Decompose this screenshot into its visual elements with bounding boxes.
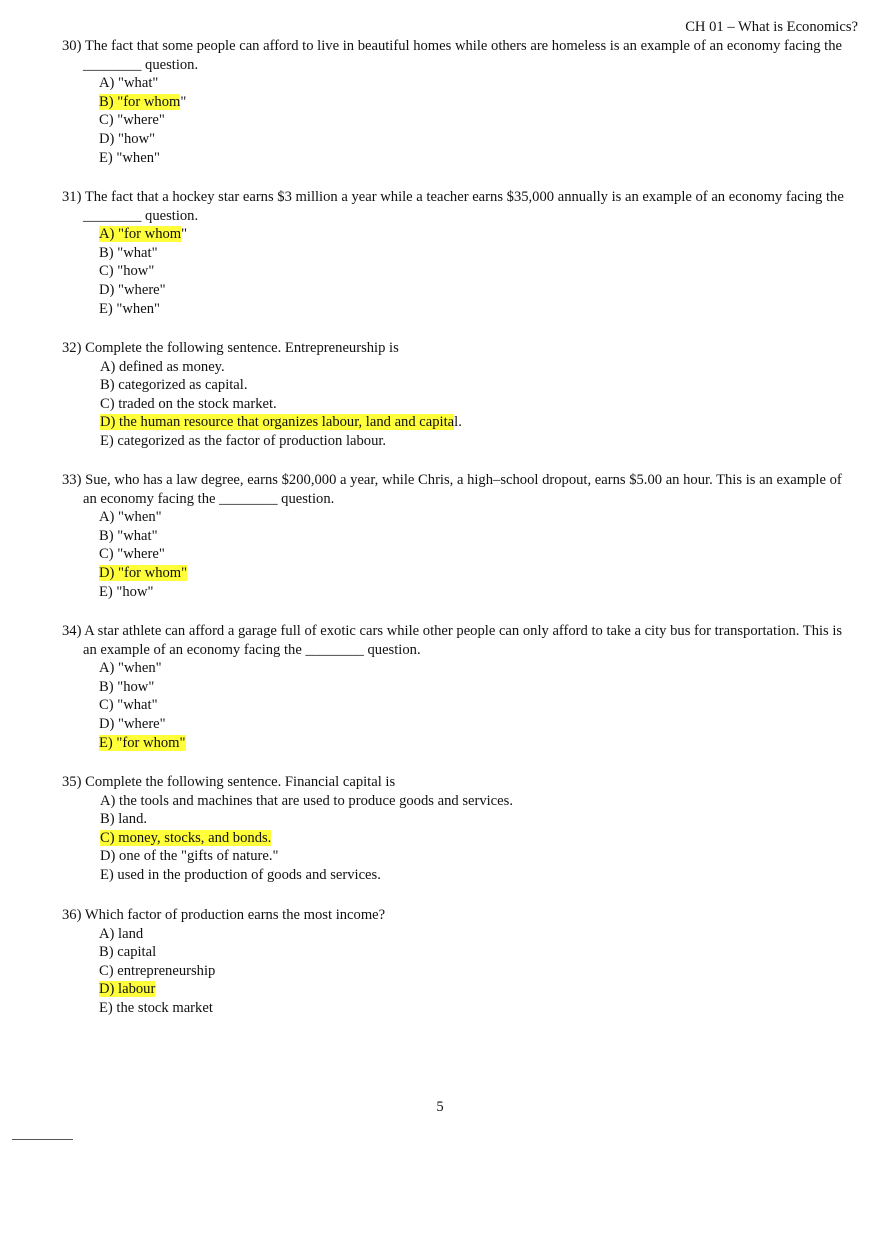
answer-option: A) the tools and machines that are used to produce goods and services. <box>100 792 513 809</box>
answer-option: E) the stock market <box>99 999 213 1016</box>
answer-option: D) "where" <box>99 715 166 732</box>
question-stem: 33) Sue, who has a law degree, earns $200,000 a year, while Chris, a high–school dropout, earns $5.00 an hour. This is an example of an economy facing the ________ question. <box>62 472 842 507</box>
answer-option: C) traded on the stock market. <box>100 395 277 412</box>
question-stem: 36) Which factor of production earns the most income? <box>62 907 386 923</box>
answer-options <box>62 358 852 451</box>
question-34 <box>62 622 852 752</box>
page-number: 5 <box>436 1099 444 1115</box>
answer-options <box>62 225 852 318</box>
answer-option: B) categorized as capital. <box>100 377 248 394</box>
answer-option-correct: D) the human resource that organizes labour, land and capital. <box>100 414 462 431</box>
answer-option: A) defined as money. <box>100 358 225 375</box>
running-header: CH 01 – What is Economics? <box>685 19 858 35</box>
answer-option: C) "where" <box>99 112 165 129</box>
answer-option-correct: B) "for whom" <box>99 93 187 110</box>
answer-option: C) "where" <box>99 546 165 563</box>
question-stem: 31) The fact that a hockey star earns $3 million a year while a teacher earns $35,000 annually is an example of an economy facing the ________ question. <box>62 189 844 224</box>
answer-options <box>62 74 852 167</box>
answer-option-correct <box>99 564 852 583</box>
question-36 <box>62 906 852 1018</box>
answer-option: B) "how" <box>99 678 155 695</box>
question-31 <box>62 188 852 318</box>
answer-options <box>62 659 852 752</box>
question-32 <box>62 339 852 451</box>
answer-options <box>62 792 852 885</box>
answer-options <box>62 925 852 1018</box>
answer-option: D) "where" <box>99 281 166 298</box>
answer-options <box>62 508 852 601</box>
answer-option: E) used in the production of goods and services. <box>100 866 381 883</box>
answer-option: B) "what" <box>99 244 158 261</box>
answer-option: E) "when" <box>99 149 160 166</box>
answer-option: E) categorized as the factor of production labour. <box>100 432 387 449</box>
answer-option: A) "when" <box>99 660 162 677</box>
question-stem: 34) A star athlete can afford a garage full of exotic cars while other people can only afford to take a city bus for transportation. This is an example of an economy facing the ________ question. <box>62 623 843 658</box>
answer-option: B) capital <box>99 944 157 961</box>
answer-option-correct <box>100 829 852 848</box>
footnote-separator <box>12 1139 73 1140</box>
question-30 <box>62 37 852 167</box>
answer-option-correct <box>99 734 852 753</box>
answer-option: A) land <box>99 925 144 942</box>
answer-option: A) "what" <box>99 75 159 92</box>
answer-option-correct: A) "for whom" <box>99 226 188 243</box>
answer-option: B) "what" <box>99 527 158 544</box>
answer-option: D) one of the "gifts of nature." <box>100 848 279 865</box>
answer-option: C) entrepreneurship <box>99 962 216 979</box>
answer-option: B) land. <box>100 811 148 828</box>
answer-option: C) "how" <box>99 263 155 280</box>
answer-option: E) "when" <box>99 300 160 317</box>
question-stem: 32) Complete the following sentence. Entrepreneurship is <box>62 340 399 356</box>
answer-option: A) "when" <box>99 509 162 526</box>
highlight: E) "for whom" <box>99 734 186 751</box>
question-35 <box>62 773 852 885</box>
highlight: D) the human resource that organizes labour, land and capita <box>100 414 455 431</box>
highlight: B) "for whom <box>99 93 181 110</box>
answer-option-correct <box>99 980 852 999</box>
question-33 <box>62 471 852 601</box>
highlight: D) "for whom" <box>99 564 188 581</box>
highlight: A) "for whom <box>99 226 182 243</box>
answer-option: D) "how" <box>99 130 156 147</box>
answer-option: E) "how" <box>99 583 154 600</box>
question-stem: 35) Complete the following sentence. Financial capital is <box>62 774 396 790</box>
question-stem: 30) The fact that some people can afford to live in beautiful homes while others are homeless is an example of an economy facing the ________ question. <box>62 38 842 73</box>
highlight: D) labour <box>99 981 156 998</box>
highlight: C) money, stocks, and bonds. <box>100 829 272 846</box>
answer-option: C) "what" <box>99 697 158 714</box>
